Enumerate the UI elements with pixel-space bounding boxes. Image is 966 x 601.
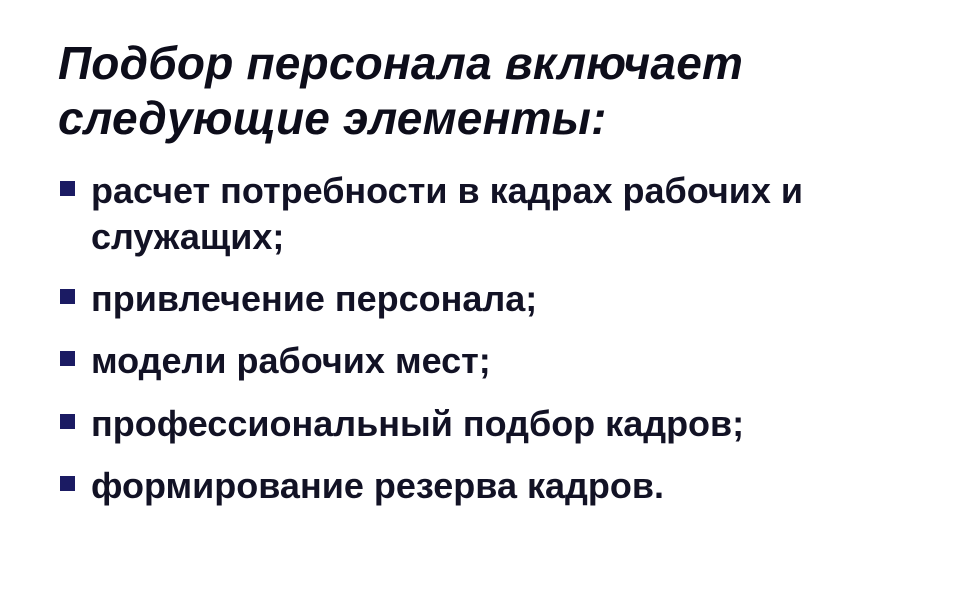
list-item [52,276,926,321]
list-item-label: профессиональный подбор кадров; [91,402,745,444]
square-bullet-icon [60,414,75,429]
list-item [52,463,926,508]
square-bullet-icon [60,476,75,491]
list-item-label: формирование резерва кадров. [91,465,664,507]
slide-title: Подбор персонала включает следующие элементы: [58,37,744,145]
square-bullet-icon [60,181,75,196]
square-bullet-icon [60,289,75,304]
bullet-list [52,168,926,508]
square-bullet-icon [60,351,75,366]
list-item [52,401,926,446]
list-item-label: расчет потребности в кадрах рабочих и служащих; [91,170,804,257]
list-item [52,168,926,259]
list-item-label: привлечение персонала; [91,278,538,320]
list-item [52,338,926,383]
list-item-label: модели рабочих мест; [91,340,491,382]
